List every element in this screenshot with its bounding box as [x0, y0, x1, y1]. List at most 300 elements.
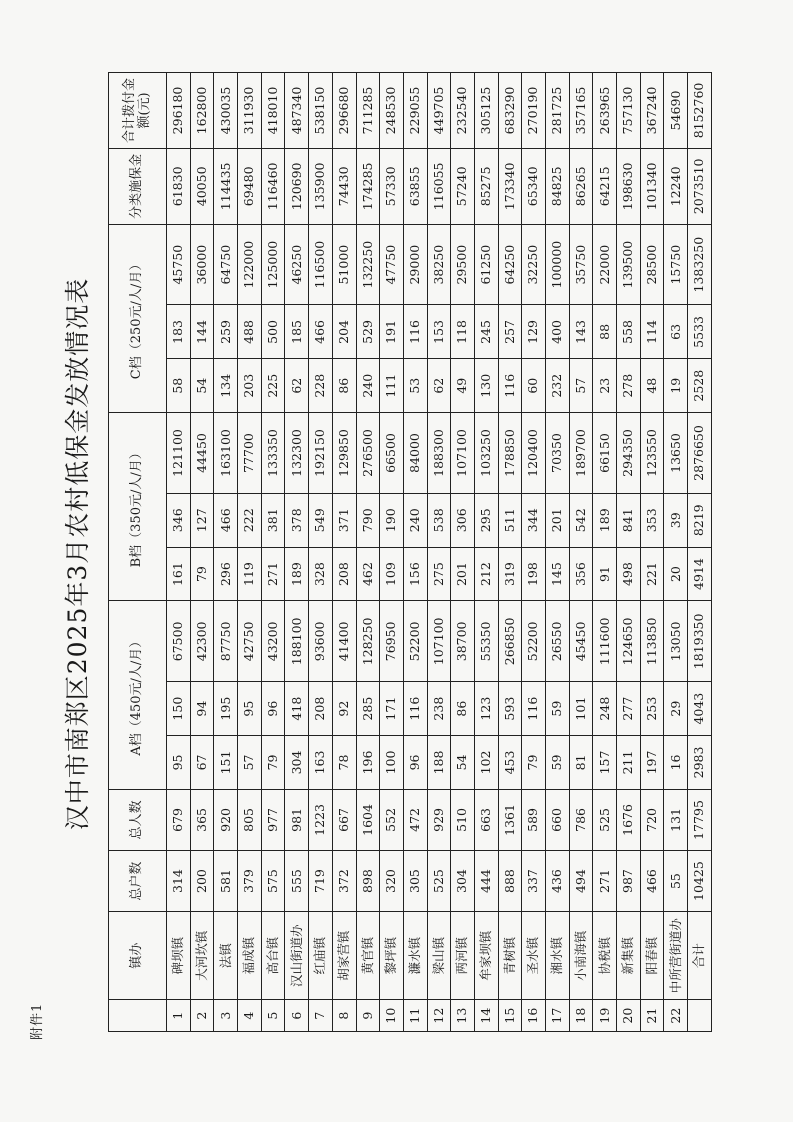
- cell-c-ppl: 191: [380, 305, 404, 359]
- cell-sub: 64215: [593, 148, 617, 224]
- cell-hh: 555: [285, 851, 309, 912]
- cell-town: 汉山街道办: [285, 912, 309, 1000]
- cell-c-ppl: 259: [214, 305, 238, 359]
- cell-a-ppl: 95: [238, 682, 262, 736]
- cell-ppl: 365: [190, 789, 214, 850]
- cell-b-amt: 107100: [451, 413, 475, 494]
- cell-b-hh: 498: [617, 547, 641, 601]
- cell-b-ppl: 381: [261, 493, 285, 547]
- cell-a-hh: 151: [214, 736, 238, 790]
- cell-b-ppl: 295: [474, 493, 498, 547]
- cell-b-hh: 4914: [688, 547, 712, 601]
- cell-a-ppl: 277: [617, 682, 641, 736]
- cell-a-amt: 111600: [593, 601, 617, 682]
- cell-a-hh: 163: [309, 736, 333, 790]
- cell-b-amt: 66150: [593, 413, 617, 494]
- cell-b-hh: 319: [498, 547, 522, 601]
- header-subsidy: 分类施保金: [109, 148, 167, 224]
- cell-a-hh: 96: [403, 736, 427, 790]
- cell-b-ppl: 371: [332, 493, 356, 547]
- table-row: [356, 73, 380, 1032]
- cell-sub: 101340: [640, 148, 664, 224]
- table-row: [309, 73, 333, 1032]
- cell-b-hh: 208: [332, 547, 356, 601]
- cell-c-hh: 49: [451, 359, 475, 413]
- cell-c-hh: 203: [238, 359, 262, 413]
- cell-b-amt: 188300: [427, 413, 451, 494]
- cell-ppl: 720: [640, 789, 664, 850]
- table-row: [427, 73, 451, 1032]
- cell-total: 683290: [498, 73, 522, 149]
- cell-a-ppl: 4043: [688, 682, 712, 736]
- cell-b-hh: 119: [238, 547, 262, 601]
- cell-ppl: 679: [167, 789, 191, 850]
- cell-b-amt: 189700: [569, 413, 593, 494]
- cell-hh: 379: [238, 851, 262, 912]
- cell-a-hh: 188: [427, 736, 451, 790]
- cell-no: 16: [522, 1000, 546, 1032]
- cell-c-ppl: 558: [617, 305, 641, 359]
- cell-town: 法镇: [214, 912, 238, 1000]
- cell-ppl: 510: [451, 789, 475, 850]
- cell-b-ppl: 549: [309, 493, 333, 547]
- cell-a-amt: 38700: [451, 601, 475, 682]
- cell-c-amt: 122000: [238, 224, 262, 305]
- cell-town: 黄官镇: [356, 912, 380, 1000]
- cell-a-hh: 54: [451, 736, 475, 790]
- cell-a-ppl: 238: [427, 682, 451, 736]
- cell-c-hh: 225: [261, 359, 285, 413]
- cell-sub: 135900: [309, 148, 333, 224]
- table-row: [332, 73, 356, 1032]
- cell-c-ppl: 129: [522, 305, 546, 359]
- cell-a-hh: 57: [238, 736, 262, 790]
- cell-ppl: 552: [380, 789, 404, 850]
- table-row: [498, 73, 522, 1032]
- cell-b-amt: 133350: [261, 413, 285, 494]
- cell-c-ppl: 257: [498, 305, 522, 359]
- cell-c-amt: 36000: [190, 224, 214, 305]
- cell-a-hh: 95: [167, 736, 191, 790]
- cell-a-hh: 79: [261, 736, 285, 790]
- cell-hh: 55: [664, 851, 688, 912]
- cell-c-hh: 54: [190, 359, 214, 413]
- cell-town: 合计: [688, 912, 712, 1000]
- cell-no: 19: [593, 1000, 617, 1032]
- attachment-label: 附件1: [30, 1002, 45, 1040]
- cell-town: 湘水镇: [546, 912, 570, 1000]
- cell-no: 12: [427, 1000, 451, 1032]
- cell-c-hh: 134: [214, 359, 238, 413]
- cell-hh: 444: [474, 851, 498, 912]
- cell-b-ppl: 306: [451, 493, 475, 547]
- cell-b-ppl: 39: [664, 493, 688, 547]
- cell-no: 22: [664, 1000, 688, 1032]
- cell-b-ppl: 190: [380, 493, 404, 547]
- cell-c-ppl: 63: [664, 305, 688, 359]
- header-grade-a: A档（450元/人/月）: [109, 601, 167, 789]
- cell-b-amt: 294350: [617, 413, 641, 494]
- cell-a-hh: 79: [522, 736, 546, 790]
- cell-no: 2: [190, 1000, 214, 1032]
- cell-a-hh: 197: [640, 736, 664, 790]
- cell-a-hh: 196: [356, 736, 380, 790]
- cell-a-hh: 304: [285, 736, 309, 790]
- cell-b-hh: 201: [451, 547, 475, 601]
- cell-b-hh: 161: [167, 547, 191, 601]
- cell-b-hh: 109: [380, 547, 404, 601]
- cell-ppl: 1676: [617, 789, 641, 850]
- cell-a-hh: 157: [593, 736, 617, 790]
- cell-b-hh: 356: [569, 547, 593, 601]
- cell-a-amt: 128250: [356, 601, 380, 682]
- cell-c-amt: 46250: [285, 224, 309, 305]
- cell-b-hh: 145: [546, 547, 570, 601]
- cell-c-hh: 278: [617, 359, 641, 413]
- cell-b-ppl: 346: [167, 493, 191, 547]
- page-title: 汉中市南郑区2025年3月农村低保金发放情况表: [63, 277, 92, 831]
- table-row: [167, 73, 191, 1032]
- cell-c-hh: 228: [309, 359, 333, 413]
- cell-b-ppl: 466: [214, 493, 238, 547]
- cell-no: 15: [498, 1000, 522, 1032]
- cell-total: 296180: [167, 73, 191, 149]
- cell-ppl: 472: [403, 789, 427, 850]
- cell-ppl: 786: [569, 789, 593, 850]
- cell-b-hh: 91: [593, 547, 617, 601]
- cell-no: 1: [167, 1000, 191, 1032]
- cell-c-amt: 29000: [403, 224, 427, 305]
- cell-sub: 69480: [238, 148, 262, 224]
- cell-no: 11: [403, 1000, 427, 1032]
- cell-b-amt: 192150: [309, 413, 333, 494]
- cell-b-hh: 212: [474, 547, 498, 601]
- cell-a-amt: 107100: [427, 601, 451, 682]
- cell-c-amt: 22000: [593, 224, 617, 305]
- cell-total: 270190: [522, 73, 546, 149]
- cell-b-hh: 296: [214, 547, 238, 601]
- cell-a-amt: 45450: [569, 601, 593, 682]
- cell-hh: 304: [451, 851, 475, 912]
- cell-town: 两河镇: [451, 912, 475, 1000]
- table-row: [238, 73, 262, 1032]
- cell-sub: 84825: [546, 148, 570, 224]
- cell-total: 296680: [332, 73, 356, 149]
- header-households: 总户数: [109, 851, 167, 912]
- cell-a-amt: 93600: [309, 601, 333, 682]
- cell-c-amt: 15750: [664, 224, 688, 305]
- cell-a-ppl: 96: [261, 682, 285, 736]
- cell-b-hh: 275: [427, 547, 451, 601]
- cell-ppl: 525: [593, 789, 617, 850]
- cell-sub: 74430: [332, 148, 356, 224]
- cell-ppl: 663: [474, 789, 498, 850]
- cell-sub: 198630: [617, 148, 641, 224]
- cell-total: 357165: [569, 73, 593, 149]
- cell-b-ppl: 240: [403, 493, 427, 547]
- cell-no: 18: [569, 1000, 593, 1032]
- cell-a-amt: 41400: [332, 601, 356, 682]
- cell-no: 7: [309, 1000, 333, 1032]
- cell-c-ppl: 245: [474, 305, 498, 359]
- cell-b-amt: 178850: [498, 413, 522, 494]
- cell-total: 711285: [356, 73, 380, 149]
- cell-total: 263965: [593, 73, 617, 149]
- cell-b-amt: 77700: [238, 413, 262, 494]
- cell-ppl: 667: [332, 789, 356, 850]
- table-row: [214, 73, 238, 1032]
- cell-a-ppl: 59: [546, 682, 570, 736]
- cell-hh: 898: [356, 851, 380, 912]
- header-grade-c: C档（250元/人/月）: [109, 224, 167, 412]
- cell-hh: 525: [427, 851, 451, 912]
- cell-c-ppl: 114: [640, 305, 664, 359]
- cell-ppl: 981: [285, 789, 309, 850]
- cell-c-hh: 111: [380, 359, 404, 413]
- cell-total: 430035: [214, 73, 238, 149]
- cell-a-ppl: 86: [451, 682, 475, 736]
- cell-b-ppl: 542: [569, 493, 593, 547]
- cell-total: 418010: [261, 73, 285, 149]
- cell-b-amt: 84000: [403, 413, 427, 494]
- cell-a-amt: 42300: [190, 601, 214, 682]
- cell-a-ppl: 171: [380, 682, 404, 736]
- cell-b-amt: 132300: [285, 413, 309, 494]
- cell-c-amt: 35750: [569, 224, 593, 305]
- cell-b-hh: 462: [356, 547, 380, 601]
- table-row: [403, 73, 427, 1032]
- header-no: [109, 1000, 167, 1032]
- table-row: [522, 73, 546, 1032]
- cell-b-ppl: 189: [593, 493, 617, 547]
- cell-total: 54690: [664, 73, 688, 149]
- cell-b-amt: 2876650: [688, 413, 712, 494]
- cell-town: 圣水镇: [522, 912, 546, 1000]
- cell-a-amt: 52200: [522, 601, 546, 682]
- cell-b-amt: 103250: [474, 413, 498, 494]
- cell-a-ppl: 150: [167, 682, 191, 736]
- cell-a-hh: 67: [190, 736, 214, 790]
- cell-a-amt: 124650: [617, 601, 641, 682]
- cell-c-ppl: 400: [546, 305, 570, 359]
- cell-c-ppl: 183: [167, 305, 191, 359]
- cell-c-ppl: 144: [190, 305, 214, 359]
- cell-total: 232540: [451, 73, 475, 149]
- cell-b-hh: 198: [522, 547, 546, 601]
- cell-b-ppl: 790: [356, 493, 380, 547]
- cell-hh: 200: [190, 851, 214, 912]
- cell-b-amt: 66500: [380, 413, 404, 494]
- cell-no: 3: [214, 1000, 238, 1032]
- cell-no: 8: [332, 1000, 356, 1032]
- cell-sub: 12240: [664, 148, 688, 224]
- cell-ppl: 1604: [356, 789, 380, 850]
- cell-a-amt: 67500: [167, 601, 191, 682]
- cell-c-ppl: 500: [261, 305, 285, 359]
- cell-c-amt: 1383250: [688, 224, 712, 305]
- cell-town: 濂水镇: [403, 912, 427, 1000]
- cell-total: 248530: [380, 73, 404, 149]
- table-row: [474, 73, 498, 1032]
- table-row: [261, 73, 285, 1032]
- table-body: [167, 73, 712, 1032]
- cell-total: 449705: [427, 73, 451, 149]
- cell-c-amt: 45750: [167, 224, 191, 305]
- cell-c-amt: 51000: [332, 224, 356, 305]
- cell-total: 538150: [309, 73, 333, 149]
- cell-b-amt: 276500: [356, 413, 380, 494]
- cell-b-amt: 121100: [167, 413, 191, 494]
- cell-ppl: 977: [261, 789, 285, 850]
- cell-sub: 173340: [498, 148, 522, 224]
- cell-sub: 61830: [167, 148, 191, 224]
- cell-hh: 987: [617, 851, 641, 912]
- cell-ppl: 1361: [498, 789, 522, 850]
- cell-a-amt: 42750: [238, 601, 262, 682]
- cell-c-hh: 48: [640, 359, 664, 413]
- cell-b-ppl: 353: [640, 493, 664, 547]
- header-town: 镇办: [109, 912, 167, 1000]
- cell-hh: 719: [309, 851, 333, 912]
- cell-b-amt: 129850: [332, 413, 356, 494]
- cell-ppl: 17795: [688, 789, 712, 850]
- cell-a-ppl: 285: [356, 682, 380, 736]
- cell-town: 梁山镇: [427, 912, 451, 1000]
- cell-town: 碑坝镇: [167, 912, 191, 1000]
- cell-a-hh: 78: [332, 736, 356, 790]
- cell-sub: 65340: [522, 148, 546, 224]
- cell-hh: 581: [214, 851, 238, 912]
- cell-c-amt: 38250: [427, 224, 451, 305]
- cell-a-amt: 13050: [664, 601, 688, 682]
- cell-c-hh: 240: [356, 359, 380, 413]
- cell-c-amt: 116500: [309, 224, 333, 305]
- header-people: 总人数: [109, 789, 167, 850]
- cell-c-hh: 23: [593, 359, 617, 413]
- cell-a-ppl: 593: [498, 682, 522, 736]
- cell-hh: 305: [403, 851, 427, 912]
- cell-c-ppl: 118: [451, 305, 475, 359]
- cell-c-amt: 64250: [498, 224, 522, 305]
- cell-a-hh: 100: [380, 736, 404, 790]
- cell-sub: 57330: [380, 148, 404, 224]
- table-row: [380, 73, 404, 1032]
- header-row: [109, 73, 167, 1032]
- cell-c-amt: 29500: [451, 224, 475, 305]
- cell-b-ppl: 8219: [688, 493, 712, 547]
- cell-hh: 337: [522, 851, 546, 912]
- cell-no: 13: [451, 1000, 475, 1032]
- cell-c-amt: 139500: [617, 224, 641, 305]
- cell-a-ppl: 123: [474, 682, 498, 736]
- cell-c-ppl: 185: [285, 305, 309, 359]
- cell-a-hh: 453: [498, 736, 522, 790]
- cell-sub: 2073510: [688, 148, 712, 224]
- cell-c-ppl: 466: [309, 305, 333, 359]
- cell-b-ppl: 222: [238, 493, 262, 547]
- cell-ppl: 660: [546, 789, 570, 850]
- cell-a-amt: 76950: [380, 601, 404, 682]
- cell-a-hh: 16: [664, 736, 688, 790]
- cell-sub: 114435: [214, 148, 238, 224]
- cell-a-ppl: 101: [569, 682, 593, 736]
- cell-no: 5: [261, 1000, 285, 1032]
- cell-total: 311930: [238, 73, 262, 149]
- cell-ppl: 805: [238, 789, 262, 850]
- cell-a-ppl: 195: [214, 682, 238, 736]
- cell-sub: 116460: [261, 148, 285, 224]
- cell-c-ppl: 529: [356, 305, 380, 359]
- cell-a-amt: 87750: [214, 601, 238, 682]
- cell-b-ppl: 511: [498, 493, 522, 547]
- cell-hh: 314: [167, 851, 191, 912]
- cell-c-ppl: 204: [332, 305, 356, 359]
- cell-b-amt: 163100: [214, 413, 238, 494]
- cell-c-hh: 232: [546, 359, 570, 413]
- cell-ppl: 1223: [309, 789, 333, 850]
- cell-hh: 271: [593, 851, 617, 912]
- cell-hh: 372: [332, 851, 356, 912]
- cell-b-amt: 44450: [190, 413, 214, 494]
- cell-sub: 174285: [356, 148, 380, 224]
- cell-no: 4: [238, 1000, 262, 1032]
- cell-a-ppl: 418: [285, 682, 309, 736]
- cell-a-amt: 188100: [285, 601, 309, 682]
- table-row: [617, 73, 641, 1032]
- cell-no: 6: [285, 1000, 309, 1032]
- table-row: [593, 73, 617, 1032]
- cell-a-hh: 211: [617, 736, 641, 790]
- cell-ppl: 589: [522, 789, 546, 850]
- cell-b-hh: 221: [640, 547, 664, 601]
- cell-a-hh: 59: [546, 736, 570, 790]
- cell-hh: 320: [380, 851, 404, 912]
- cell-a-ppl: 253: [640, 682, 664, 736]
- cell-a-ppl: 208: [309, 682, 333, 736]
- cell-a-hh: 102: [474, 736, 498, 790]
- cell-b-ppl: 201: [546, 493, 570, 547]
- cell-c-amt: 125000: [261, 224, 285, 305]
- cell-c-ppl: 143: [569, 305, 593, 359]
- cell-c-ppl: 116: [403, 305, 427, 359]
- cell-b-amt: 120400: [522, 413, 546, 494]
- cell-b-amt: 123550: [640, 413, 664, 494]
- cell-sub: 40050: [190, 148, 214, 224]
- cell-c-hh: 60: [522, 359, 546, 413]
- cell-b-ppl: 538: [427, 493, 451, 547]
- cell-c-amt: 64750: [214, 224, 238, 305]
- cell-hh: 466: [640, 851, 664, 912]
- cell-hh: 575: [261, 851, 285, 912]
- cell-ppl: 920: [214, 789, 238, 850]
- cell-total: 281725: [546, 73, 570, 149]
- cell-a-ppl: 116: [403, 682, 427, 736]
- table-row: [664, 73, 688, 1032]
- cell-hh: 494: [569, 851, 593, 912]
- cell-c-hh: 62: [285, 359, 309, 413]
- cell-town: 红庙镇: [309, 912, 333, 1000]
- cell-c-amt: 47750: [380, 224, 404, 305]
- cell-town: 高台镇: [261, 912, 285, 1000]
- cell-c-hh: 130: [474, 359, 498, 413]
- cell-c-hh: 57: [569, 359, 593, 413]
- cell-c-hh: 19: [664, 359, 688, 413]
- cell-a-ppl: 92: [332, 682, 356, 736]
- cell-town: 福成镇: [238, 912, 262, 1000]
- cell-b-hh: 328: [309, 547, 333, 601]
- cell-b-hh: 156: [403, 547, 427, 601]
- cell-b-hh: 189: [285, 547, 309, 601]
